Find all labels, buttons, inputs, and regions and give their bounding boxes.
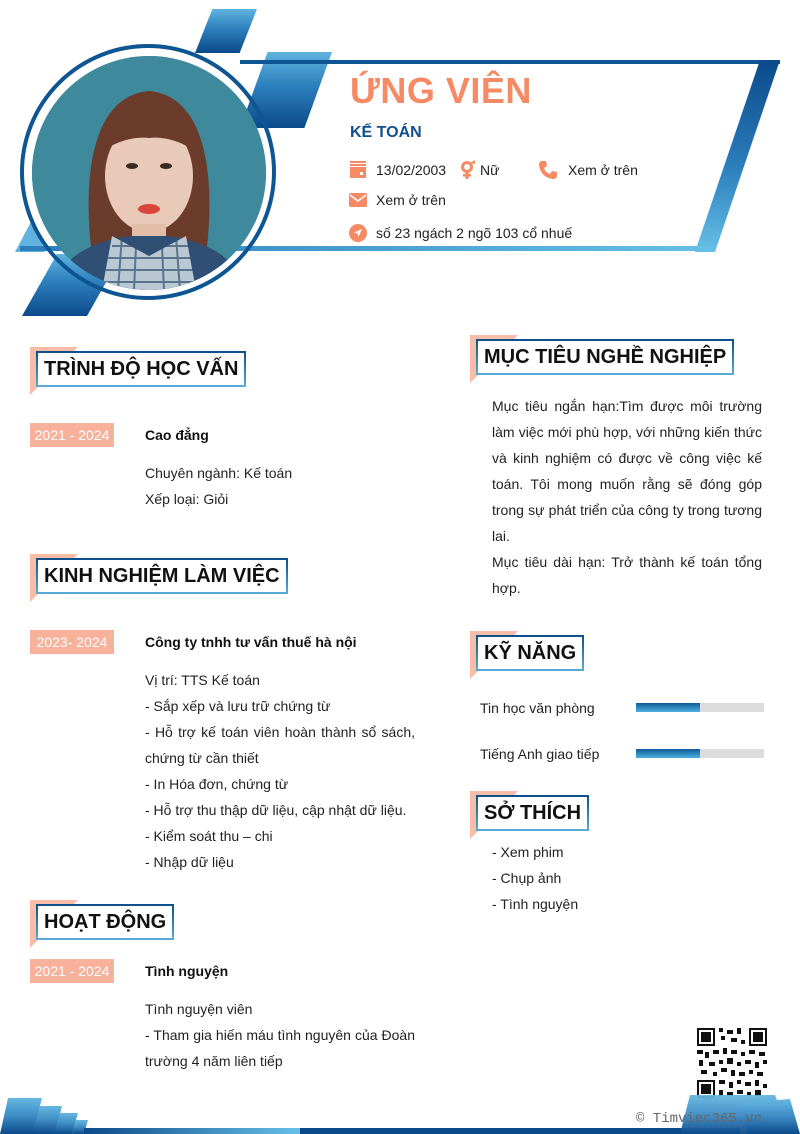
skill-level-bar — [636, 749, 764, 758]
experience-details — [145, 667, 415, 875]
candidate-name: ỨNG VIÊN — [350, 70, 532, 111]
experience-line: - Hỗ trợ kế toán viên hoàn thành sổ sách, chứng từ cần thiết — [145, 724, 415, 766]
gender-value: Nữ — [480, 162, 500, 178]
envelope-icon — [348, 190, 368, 210]
experience-date-badge: 2023- 2024 — [30, 630, 114, 654]
hobby-list — [492, 839, 578, 917]
heading-box — [476, 339, 734, 375]
education-date-badge: 2021 - 2024 — [30, 423, 114, 447]
heading-box — [36, 558, 288, 594]
activity-date-badge: 2021 - 2024 — [30, 959, 114, 983]
experience-line: - In Hóa đơn, chứng từ — [145, 776, 289, 792]
activity-line: - Tham gia hiến máu tình nguyên của Đoàn trường 4 năm liên tiếp — [145, 1027, 415, 1069]
job-title: KẾ TOÁN — [350, 124, 422, 141]
skill-label: Tin học văn phòng — [480, 700, 595, 716]
heading-box — [476, 795, 589, 831]
avatar-photo-icon — [32, 56, 266, 290]
decor-parallelogram-top — [195, 9, 257, 53]
heading-box — [36, 351, 246, 387]
heading-text: SỞ THÍCH — [484, 801, 582, 824]
email-row — [348, 190, 446, 210]
calendar-icon — [348, 160, 368, 180]
heading-box — [476, 635, 584, 671]
experience-line: - Hỗ trợ thu thập dữ liệu, cập nhật dữ liệu. — [145, 802, 407, 818]
hobby-item: - Xem phim — [492, 844, 564, 860]
experience-company: Công ty tnhh tư vấn thuế hà nội — [145, 634, 357, 650]
objective-long-term: Mục tiêu dài hạn: Trở thành kế toán tổng hợp. — [492, 554, 762, 596]
experience-line: - Kiểm soát thu – chi — [145, 828, 273, 844]
phone-row — [538, 160, 638, 180]
skill-label: Tiếng Anh giao tiếp — [480, 746, 600, 762]
gender-row — [460, 160, 499, 180]
skill-level-fill — [636, 749, 700, 758]
qr-code-icon — [697, 1028, 767, 1098]
heading-text: KỸ NĂNG — [484, 641, 577, 664]
objective-text — [492, 393, 762, 601]
heading-text: MỤC TIÊU NGHỀ NGHIỆP — [484, 345, 727, 368]
activity-line: Tình nguyện viên — [145, 1001, 253, 1017]
gender-icon — [460, 160, 476, 180]
skill-level-bar — [636, 703, 764, 712]
heading-text: KINH NGHIỆM LÀM VIỆC — [44, 564, 280, 587]
avatar — [32, 56, 266, 290]
education-line: Chuyên ngành: Kế toán — [145, 465, 293, 481]
activity-details — [145, 996, 415, 1074]
heading-box — [36, 904, 174, 940]
email-value: Xem ở trên — [376, 192, 446, 208]
phone-value: Xem ở trên — [568, 162, 638, 178]
activity-title: Tình nguyện — [145, 963, 229, 979]
copyright-text: © Timviec365.vn — [636, 1111, 763, 1127]
experience-line: - Nhập dữ liệu — [145, 854, 234, 870]
birthdate-row — [348, 160, 446, 180]
address-row — [348, 223, 572, 243]
phone-icon — [538, 160, 558, 180]
education-details — [145, 460, 415, 512]
experience-line: - Sắp xếp và lưu trữ chứng từ — [145, 698, 331, 714]
heading-text: HOẠT ĐỘNG — [44, 910, 167, 933]
hobby-item: - Tình nguyện — [492, 896, 579, 912]
experience-line: Vị trí: TTS Kế toán — [145, 672, 260, 688]
location-arrow-icon — [348, 223, 368, 243]
skill-level-fill — [636, 703, 700, 712]
objective-short-term: Mục tiêu ngắn hạn:Tìm được môi trường làm việc mới phù hợp, với những kiến thức và kinh nghiệm có được về công việc kế toán. Tôi mong muốn rằng sẽ đóng góp trong sự phát triển của công ty trong tương lai. — [492, 398, 762, 544]
education-line: Xếp loại: Giỏi — [145, 491, 229, 507]
birthdate-value: 13/02/2003 — [376, 162, 447, 178]
heading-text: TRÌNH ĐỘ HỌC VẤN — [44, 357, 239, 380]
address-value: số 23 ngách 2 ngõ 103 cổ nhuế — [376, 225, 573, 241]
hobby-item: - Chụp ảnh — [492, 870, 562, 886]
education-title: Cao đẳng — [145, 427, 209, 443]
